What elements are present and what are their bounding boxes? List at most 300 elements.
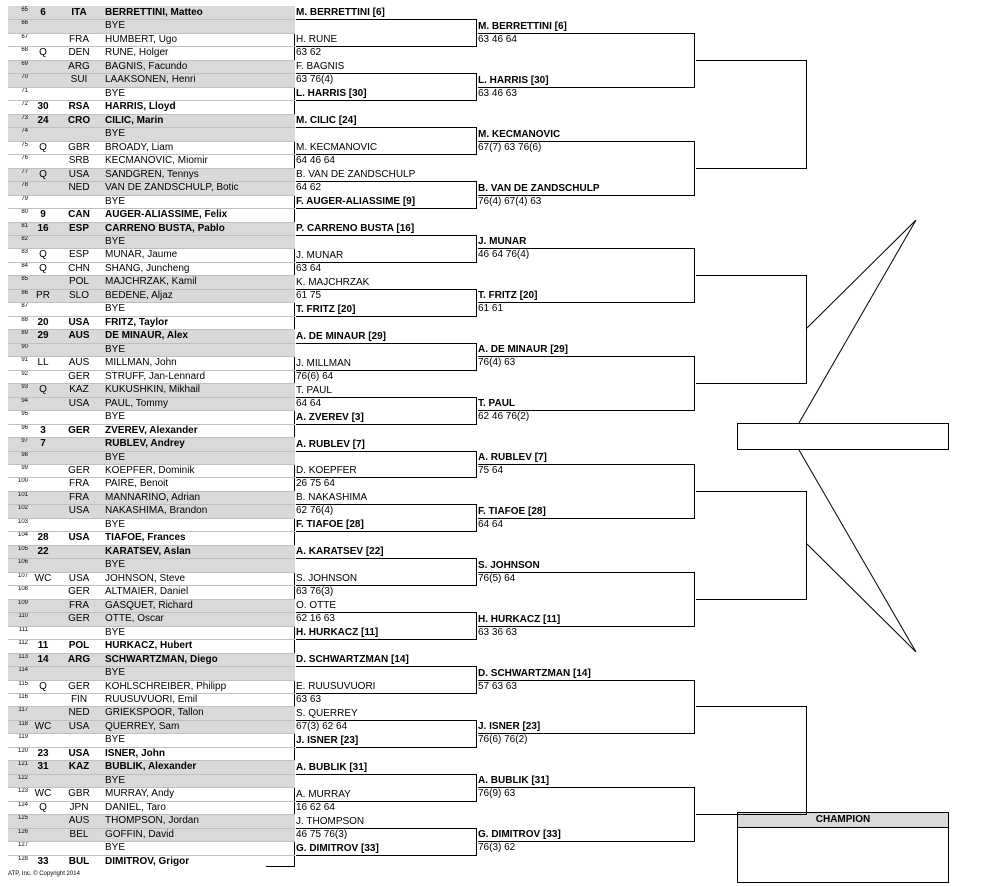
round3-line	[478, 518, 694, 519]
player-name: BERRETTINI, Matteo	[105, 7, 203, 18]
round3-score: 63 46 63	[478, 87, 517, 99]
player-row	[8, 477, 295, 491]
row-divider	[8, 141, 295, 142]
seed: 16	[37, 222, 49, 234]
round3-winner: A. DE MINAUR [29]	[478, 344, 569, 356]
row-divider	[8, 73, 295, 74]
country-code: JPN	[69, 801, 89, 813]
draw-position: 124	[17, 801, 28, 808]
round3-winner: A. BUBLIK [31]	[478, 775, 550, 787]
player-name: SHANG, Juncheng	[105, 262, 190, 274]
round3-line	[478, 248, 694, 249]
round2-winner: M. CILIC [24]	[296, 115, 357, 127]
round3-score: 76(3) 62	[478, 842, 516, 854]
row-divider	[8, 410, 295, 411]
country-code: ESP	[68, 222, 89, 234]
player-name: GASQUET, Richard	[105, 599, 193, 611]
country-code: FRA	[69, 478, 89, 490]
round2-score: 62 76(4)	[296, 505, 334, 517]
round2-winner: A. ZVEREV [3]	[296, 411, 364, 423]
round3-score: 67(7) 63 76(6)	[478, 141, 542, 153]
country-code: USA	[68, 168, 90, 180]
round2-winner: A. BUBLIK [31]	[296, 761, 368, 773]
row-divider	[8, 248, 295, 249]
round2-winner: A. KARATSEV [22]	[296, 546, 384, 558]
player-row	[8, 437, 295, 451]
round2-connector	[476, 774, 477, 802]
round3-winner: S. JOHNSON	[478, 559, 540, 571]
draw-position: 101	[17, 491, 28, 498]
draw-position: 72	[21, 101, 28, 108]
round2-score: 46 75 76(3)	[296, 828, 348, 840]
player-row	[8, 141, 295, 155]
country-code: ARG	[68, 60, 90, 72]
row-divider	[8, 343, 295, 344]
draw-position: 87	[21, 303, 28, 310]
draw-position: 114	[18, 667, 28, 674]
country-code: GER	[68, 613, 90, 625]
player-name: RUNE, Holger	[105, 47, 169, 59]
row-divider	[8, 383, 295, 384]
player-name: BYE	[105, 734, 126, 746]
row-divider	[8, 828, 295, 829]
round4-line	[696, 168, 806, 169]
draw-position: 98	[21, 451, 28, 458]
player-row	[8, 424, 295, 438]
round3-score: 57 63 63	[478, 680, 517, 692]
round2-line	[296, 181, 476, 182]
player-row	[8, 760, 295, 774]
round2-score: 63 64	[296, 262, 322, 274]
round3-line	[478, 195, 694, 196]
round2-connector	[476, 181, 477, 209]
player-name: MANNARINO, Adrian	[105, 491, 201, 503]
round2-connector	[476, 397, 477, 425]
row-divider	[8, 545, 295, 546]
player-row	[8, 397, 295, 411]
row-divider	[8, 262, 295, 263]
round2-connector	[476, 558, 477, 586]
seed: WC	[34, 572, 52, 584]
row-divider	[8, 504, 295, 505]
player-name: QUERREY, Sam	[105, 720, 180, 732]
draw-position: 117	[18, 707, 28, 714]
round2-score: 63 76(4)	[296, 74, 334, 86]
final-result-box	[737, 423, 949, 450]
seed: 23	[37, 747, 49, 759]
row-divider	[8, 46, 295, 47]
row-divider	[8, 33, 295, 34]
player-row	[8, 370, 295, 384]
seed: 28	[37, 532, 49, 544]
player-name: BEDENE, Aljaz	[105, 289, 173, 301]
country-code: GBR	[68, 141, 90, 153]
round3-score: 76(4) 67(4) 63	[478, 195, 542, 207]
round3-line	[478, 787, 694, 788]
row-divider	[8, 491, 295, 492]
round3-line	[478, 410, 694, 411]
player-name: BROADY, Liam	[105, 141, 174, 153]
seed: 14	[37, 653, 49, 665]
round3-line	[478, 33, 694, 34]
country-code: GBR	[68, 788, 90, 800]
draw-position: 66	[21, 20, 28, 27]
draw-position: 105	[17, 545, 28, 552]
round2-winner: J. THOMPSON	[296, 815, 365, 827]
seed: Q	[39, 249, 47, 261]
player-row	[8, 504, 295, 518]
round2-line	[296, 289, 476, 290]
country-code: GER	[68, 680, 90, 692]
draw-position: 79	[21, 195, 28, 202]
player-row	[8, 464, 295, 478]
country-code: USA	[68, 505, 90, 517]
round2-score: 67(3) 62 64	[296, 720, 348, 732]
row-divider	[8, 666, 295, 667]
player-row	[8, 585, 295, 599]
player-name: KUKUSHKIN, Mikhail	[105, 384, 201, 396]
round2-winner: E. RUUSUVUORI	[296, 680, 376, 692]
player-name: DANIEL, Taro	[105, 801, 166, 813]
round2-connector	[476, 19, 477, 47]
player-row	[8, 720, 295, 734]
country-code: POL	[68, 640, 90, 652]
round2-winner: A. DE MINAUR [29]	[296, 330, 387, 342]
player-row	[8, 451, 295, 465]
draw-position: 121	[17, 761, 28, 768]
round3-score: 63 36 63	[478, 626, 517, 638]
row-divider	[8, 114, 295, 115]
round4-connector	[806, 275, 807, 384]
player-name: BYE	[105, 20, 126, 32]
round2-winner: S. QUERREY	[296, 707, 358, 719]
round2-line	[296, 154, 476, 155]
player-row	[8, 19, 295, 33]
player-name: BYE	[105, 411, 126, 423]
round3-line	[478, 464, 694, 465]
draw-position: 75	[21, 141, 28, 148]
round2-line	[296, 639, 476, 640]
round2-winner: S. JOHNSON	[296, 573, 358, 585]
round2-line	[296, 235, 476, 236]
player-row	[8, 262, 295, 276]
country-code: GER	[68, 370, 90, 382]
draw-position: 76	[21, 155, 28, 162]
round2-line	[296, 666, 476, 667]
draw-position: 93	[21, 384, 28, 391]
seed: 6	[40, 7, 46, 18]
round3-winner: M. BERRETTINI [6]	[478, 20, 567, 32]
round3-connector	[694, 464, 695, 519]
row-divider	[8, 531, 295, 532]
round2-winner: B. VAN DE ZANDSCHULP	[296, 169, 416, 181]
country-code: ESP	[68, 249, 89, 261]
row-divider	[8, 154, 295, 155]
player-row	[8, 195, 295, 209]
draw-position: 109	[17, 599, 28, 606]
player-name: KOHLSCHREIBER, Philipp	[105, 680, 227, 692]
player-row	[8, 828, 295, 842]
round3-winner: D. SCHWARTZMAN [14]	[478, 667, 591, 679]
round3-winner: L. HARRIS [30]	[478, 74, 549, 86]
draw-position: 113	[18, 653, 28, 660]
round2-line	[296, 747, 476, 748]
round3-line	[478, 626, 694, 627]
country-code: AUS	[68, 330, 90, 342]
player-row	[8, 558, 295, 572]
round4-connector	[806, 491, 807, 600]
draw-position: 106	[17, 559, 28, 566]
draw-position: 86	[21, 289, 28, 296]
draw-position: 70	[21, 74, 28, 81]
player-name: AUGER-ALIASSIME, Felix	[105, 209, 228, 221]
player-name: OTTE, Oscar	[105, 613, 164, 625]
round2-winner: T. PAUL	[296, 384, 332, 396]
seed: 31	[37, 761, 49, 773]
round2-line	[296, 477, 476, 478]
draw-position: 85	[21, 276, 28, 283]
row-divider	[8, 437, 295, 438]
player-name: HUMBERT, Ugo	[105, 33, 178, 45]
round3-winner: J. MUNAR	[478, 236, 527, 248]
draw-position: 107	[17, 572, 28, 579]
round2-line	[296, 370, 476, 371]
round2-line	[296, 424, 476, 425]
round2-connector	[476, 720, 477, 748]
player-name: BYE	[105, 842, 126, 854]
player-row	[8, 410, 295, 424]
round2-winner: M. KECMANOVIC	[296, 142, 378, 154]
player-name: DE MINAUR, Alex	[105, 330, 188, 342]
country-code: SUI	[70, 74, 88, 86]
row-divider	[8, 222, 295, 223]
player-row	[8, 154, 295, 168]
row-divider	[8, 370, 295, 371]
country-code: KAZ	[68, 761, 90, 773]
player-name: KARATSEV, Aslan	[105, 545, 191, 557]
round2-line	[296, 19, 476, 20]
round2-score: 63 76(3)	[296, 586, 334, 598]
draw-position: 103	[17, 518, 28, 525]
round2-line	[296, 127, 476, 128]
player-name: BYE	[105, 626, 126, 638]
draw-position: 116	[18, 693, 28, 700]
player-row	[8, 855, 295, 869]
round2-line	[296, 774, 476, 775]
round3-connector	[694, 680, 695, 735]
round4-line	[696, 60, 806, 61]
seed: PR	[36, 289, 50, 301]
player-row	[8, 706, 295, 720]
row-divider	[8, 760, 295, 761]
row-divider	[8, 208, 295, 209]
player-row	[8, 787, 295, 801]
round2-winner: B. NAKASHIMA	[296, 492, 368, 504]
player-name: VAN DE ZANDSCHULP, Botic	[105, 182, 239, 194]
country-code: BUL	[68, 855, 90, 867]
player-name: KOEPFER, Dominik	[105, 464, 195, 476]
seed: 33	[37, 855, 49, 867]
country-code: AUS	[68, 357, 90, 369]
round2-line	[296, 504, 476, 505]
draw-position: 128	[17, 855, 28, 862]
player-row	[8, 383, 295, 397]
player-row	[8, 60, 295, 74]
player-name: MILLMAN, John	[105, 357, 177, 369]
player-row	[8, 572, 295, 586]
draw-position: 122	[17, 774, 28, 781]
row-divider	[8, 787, 295, 788]
round4-line	[696, 491, 806, 492]
round2-line	[296, 46, 476, 47]
draw-position: 65	[21, 7, 28, 13]
country-code: ARG	[67, 653, 91, 665]
round2-winner: G. DIMITROV [33]	[296, 842, 379, 854]
round2-line	[296, 100, 476, 101]
draw-position: 91	[21, 357, 28, 364]
player-row	[8, 316, 295, 330]
row-divider	[8, 464, 295, 465]
seed: Q	[39, 680, 47, 692]
draw-position: 82	[21, 235, 28, 242]
player-name: CARRENO BUSTA, Pablo	[105, 222, 225, 234]
round3-line	[478, 87, 694, 88]
player-name: GOFFIN, David	[105, 828, 174, 840]
round2-winner: H. HURKACZ [11]	[296, 627, 379, 639]
draw-position: 100	[17, 478, 28, 485]
round2-connector	[476, 127, 477, 155]
seed: 9	[40, 209, 46, 221]
round3-winner: B. VAN DE ZANDSCHULP	[478, 182, 600, 194]
seed: 20	[37, 316, 49, 328]
country-code: CHN	[68, 262, 90, 274]
player-row	[8, 653, 295, 667]
round3-score: 76(6) 76(2)	[478, 734, 528, 746]
player-row	[8, 747, 295, 761]
player-name: BUBLIK, Alexander	[105, 761, 197, 773]
player-row	[8, 343, 295, 357]
seed: 29	[37, 330, 49, 342]
country-code: BEL	[69, 828, 89, 840]
row-divider	[8, 733, 295, 734]
draw-position: 80	[21, 209, 28, 216]
champion-box	[737, 812, 949, 883]
round2-winner: O. OTTE	[296, 600, 336, 612]
player-row	[8, 208, 295, 222]
player-row	[8, 693, 295, 707]
player-row	[8, 127, 295, 141]
round2-winner: K. MAJCHRZAK	[296, 276, 370, 288]
round3-score: 63 46 64	[478, 33, 517, 45]
round2-winner: F. AUGER-ALIASSIME [9]	[296, 196, 416, 208]
seed: 22	[37, 545, 49, 557]
draw-position: 69	[21, 60, 28, 67]
country-code: FRA	[69, 599, 89, 611]
round2-winner: F. TIAFOE [28]	[296, 519, 364, 531]
seed: WC	[34, 720, 52, 732]
player-name: BYE	[105, 667, 126, 679]
round4-line	[696, 383, 806, 384]
draw-position: 119	[18, 734, 28, 741]
round2-line	[296, 262, 476, 263]
round2-winner: T. FRITZ [20]	[296, 303, 356, 315]
row-divider	[8, 329, 295, 330]
row-divider	[8, 626, 295, 627]
player-name: HURKACZ, Hubert	[105, 640, 193, 652]
player-row	[8, 733, 295, 747]
round2-line	[296, 828, 476, 829]
round3-winner: J. ISNER [23]	[478, 721, 541, 733]
seed: Q	[39, 384, 47, 396]
player-row	[8, 289, 295, 303]
player-name: PAIRE, Benoit	[105, 478, 169, 490]
player-name: GRIEKSPOOR, Tallon	[105, 707, 204, 719]
country-code: RSA	[68, 101, 90, 113]
round4-line	[696, 706, 806, 707]
round2-connector	[476, 235, 477, 263]
draw-position: 89	[21, 330, 28, 337]
row-divider	[8, 706, 295, 707]
player-row	[8, 814, 295, 828]
row-divider	[8, 653, 295, 654]
draw-position: 112	[18, 640, 28, 647]
round2-winner: F. BAGNIS	[296, 61, 345, 73]
player-row	[8, 100, 295, 114]
row-divider	[8, 801, 295, 802]
country-code: DEN	[68, 47, 90, 59]
player-row	[8, 73, 295, 87]
seed: WC	[34, 788, 52, 800]
draw-position: 71	[21, 87, 28, 94]
round3-connector	[694, 787, 695, 842]
round2-score: 16 62 64	[296, 801, 335, 813]
player-row	[8, 626, 295, 640]
row-divider	[8, 195, 295, 196]
draw-position: 77	[21, 168, 28, 175]
player-name: DIMITROV, Grigor	[105, 855, 190, 867]
round3-score: 61 61	[478, 303, 504, 315]
draw-position: 97	[21, 438, 28, 445]
round2-winner: P. CARRENO BUSTA [16]	[296, 222, 415, 234]
player-name: RUUSUVUORI, Emil	[105, 693, 198, 705]
round2-line	[296, 693, 476, 694]
round4-line	[696, 814, 806, 815]
round3-connector	[694, 141, 695, 196]
row-divider	[8, 639, 295, 640]
row-divider	[8, 302, 295, 303]
row-divider	[8, 235, 295, 236]
row-divider	[8, 814, 295, 815]
draw-position: 92	[21, 370, 28, 377]
player-row	[8, 841, 295, 855]
draw-position: 110	[18, 613, 28, 620]
row-divider	[8, 612, 295, 613]
player-name: TIAFOE, Frances	[105, 532, 186, 544]
player-row	[8, 302, 295, 316]
seed: LL	[37, 357, 49, 369]
player-name: BYE	[105, 87, 126, 99]
draw-position: 84	[21, 262, 28, 269]
country-code: USA	[68, 572, 90, 584]
row-divider	[8, 747, 295, 748]
round2-connector	[476, 828, 477, 856]
round2-winner: J. MUNAR	[296, 249, 344, 261]
round3-winner: F. TIAFOE [28]	[478, 505, 546, 517]
round3-connector	[694, 33, 695, 88]
player-name: MUNAR, Jaume	[105, 249, 178, 261]
country-code: CAN	[68, 209, 90, 221]
round2-line	[296, 612, 476, 613]
